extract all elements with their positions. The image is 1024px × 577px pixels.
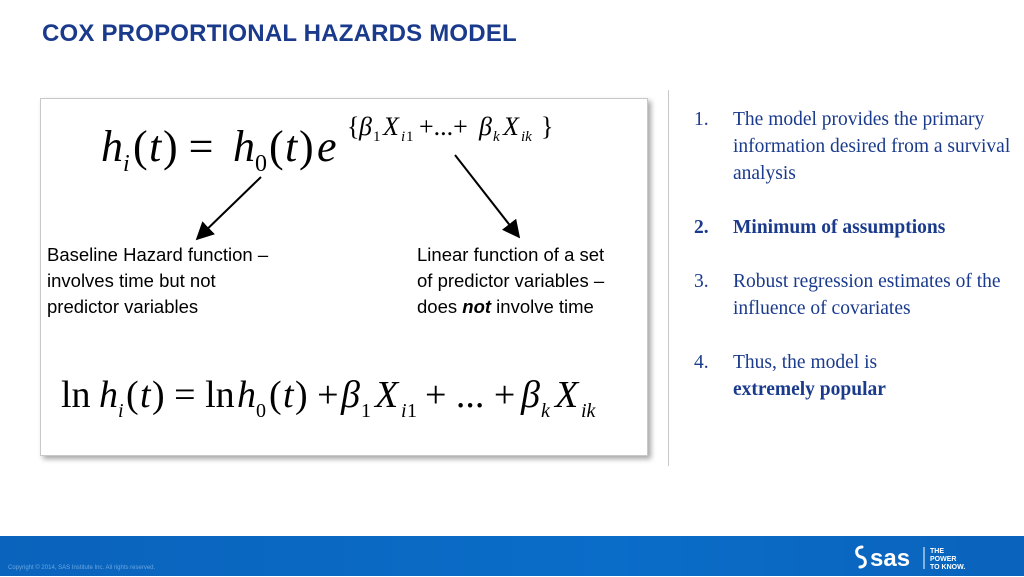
svg-text:i: i: [401, 400, 407, 422]
svg-text:predictor variables: predictor variables: [47, 296, 199, 317]
arrow-to-linear: [455, 155, 519, 237]
footer-bar: [0, 536, 1024, 576]
svg-text:0: 0: [256, 400, 266, 422]
sas-logo: [852, 544, 982, 577]
svg-text:(: (: [269, 374, 282, 416]
svg-text:}: }: [541, 112, 554, 141]
svg-text:h: h: [237, 374, 256, 416]
svg-text:{: {: [347, 112, 360, 141]
svg-text:) = ln: ) = ln: [152, 374, 235, 416]
svg-text:t: t: [149, 122, 162, 171]
svg-text:Linear function of a set: Linear function of a set: [417, 244, 605, 265]
arrow-to-baseline: [197, 177, 261, 239]
svg-text:t: t: [140, 374, 151, 416]
svg-text:(: (: [133, 122, 148, 171]
svg-text:1: 1: [361, 400, 371, 422]
log-hazard-equation: [61, 374, 597, 422]
svg-text:0: 0: [255, 151, 267, 177]
svg-text:(: (: [269, 122, 284, 171]
svg-text:TO KNOW.: TO KNOW.: [930, 564, 966, 571]
svg-text:X: X: [383, 112, 399, 141]
hazard-equation: [101, 112, 553, 177]
svg-text:(: (: [126, 374, 139, 416]
svg-text:i: i: [401, 129, 406, 145]
svg-text:X: X: [555, 374, 579, 416]
svg-text:β: β: [479, 112, 492, 141]
svg-text:t: t: [283, 374, 294, 416]
list-item: 4. Thus, the model is extremely popular: [694, 352, 886, 400]
svg-text:ik: ik: [581, 400, 596, 422]
svg-text:THE: THE: [930, 548, 944, 555]
svg-text:+...+: +...+: [419, 112, 468, 141]
svg-text:involves time but not: involves time but not: [47, 270, 216, 291]
svg-text:β: β: [359, 112, 372, 141]
svg-text:X: X: [375, 374, 399, 416]
list-item: 2. Minimum of assumptions: [694, 217, 946, 238]
svg-text:h: h: [233, 122, 255, 171]
svg-text:β: β: [341, 374, 360, 416]
svg-text:of predictor variables –: of predictor variables –: [417, 270, 605, 291]
svg-text:t: t: [285, 122, 298, 171]
svg-text:i: i: [123, 151, 130, 177]
equation-diagram: [41, 99, 647, 455]
svg-text:POWER: POWER: [930, 556, 957, 563]
svg-text:does not involve time: does not involve time: [417, 296, 594, 317]
slide-title: COX PROPORTIONAL HAZARDS MODEL: [42, 20, 517, 47]
svg-text:+ ... +: + ... +: [425, 374, 516, 416]
svg-text:ln: ln: [61, 374, 91, 416]
svg-text:Baseline Hazard function –: Baseline Hazard function –: [47, 244, 269, 265]
list-item: 3. Robust regression estimates of the influence of covariates: [694, 271, 1001, 319]
svg-text:) +: ) +: [295, 374, 339, 416]
key-points-list: [694, 106, 1014, 430]
baseline-hazard-label: [47, 244, 269, 317]
svg-text:1: 1: [407, 400, 417, 422]
svg-text:1: 1: [406, 129, 414, 145]
cox-model-figure: [40, 98, 648, 456]
linear-function-label: [417, 244, 605, 317]
svg-text:i: i: [118, 400, 124, 422]
copyright-text: Copyright © 2014, SAS Institute Inc. All rights reserved.: [8, 565, 156, 571]
svg-text:k: k: [541, 400, 550, 422]
svg-text:): ): [299, 122, 314, 171]
svg-text:sas: sas: [870, 545, 911, 572]
svg-text:h: h: [99, 374, 118, 416]
svg-text:1: 1: [373, 129, 381, 145]
svg-text:X: X: [503, 112, 519, 141]
list-item: 1. The model provides the primary information desired from a survival analysis: [694, 109, 1011, 184]
svg-text:) =: ) =: [163, 122, 214, 171]
svg-text:h: h: [101, 122, 123, 171]
svg-text:e: e: [317, 122, 337, 171]
svg-text:k: k: [493, 129, 500, 145]
svg-text:β: β: [521, 374, 540, 416]
svg-text:ik: ik: [521, 129, 532, 145]
divider-line: [668, 90, 669, 466]
